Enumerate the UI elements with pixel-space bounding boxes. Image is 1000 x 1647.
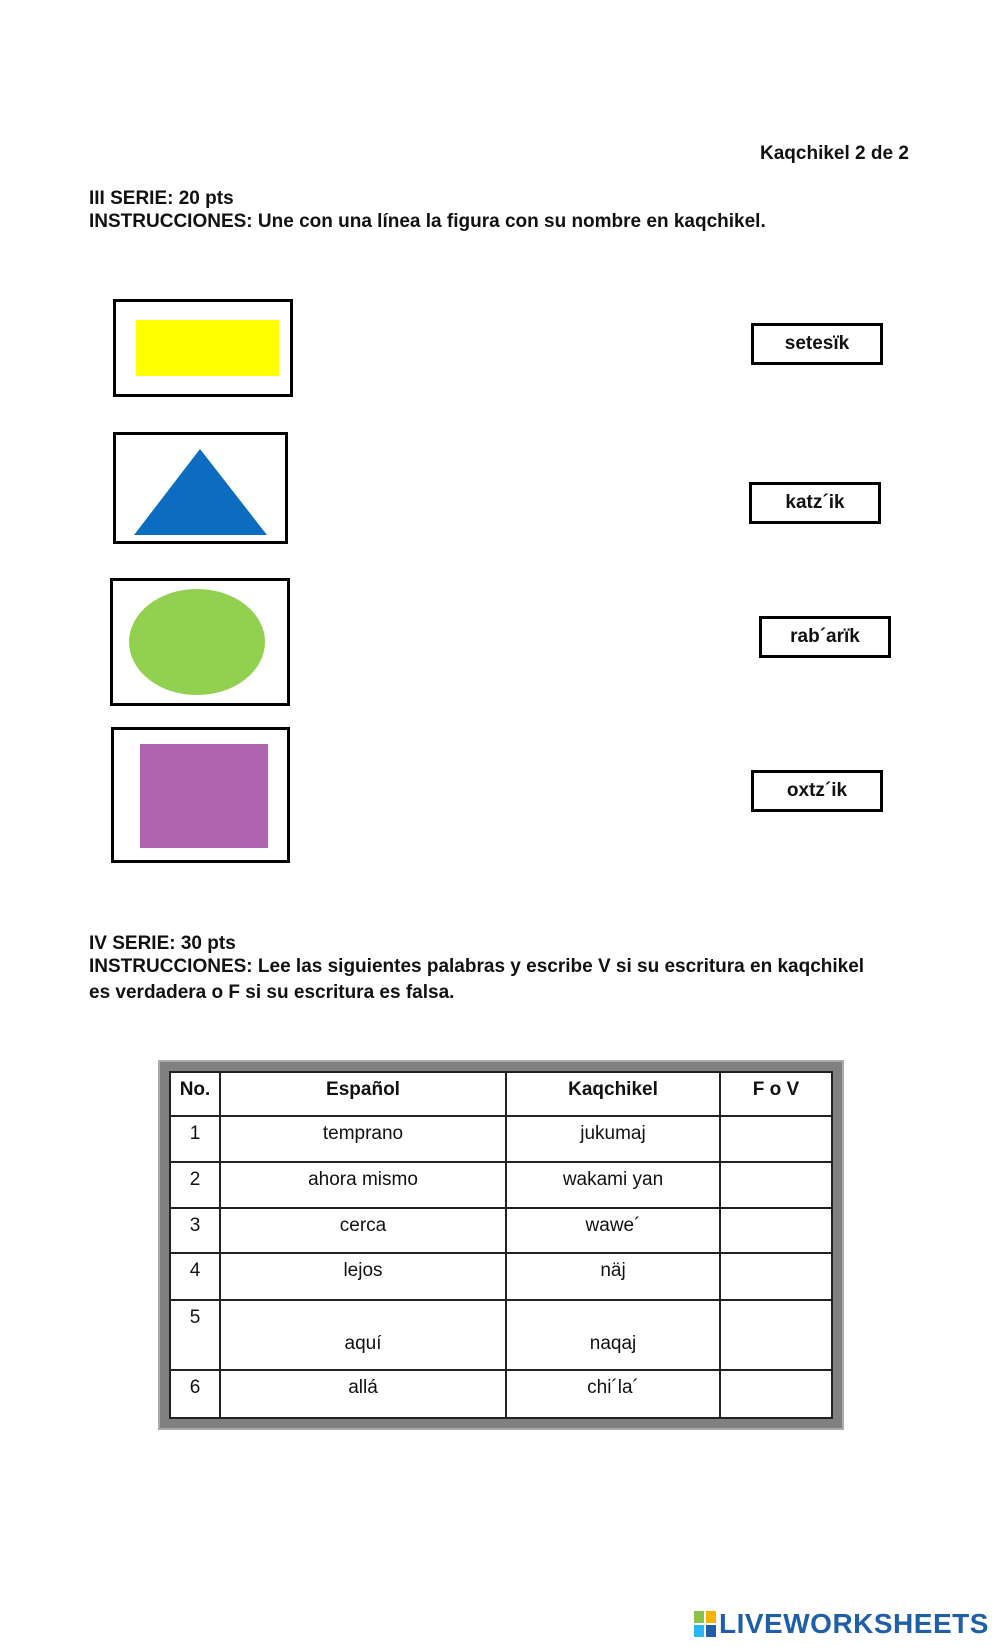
serie4-instructions-line1: INSTRUCCIONES: Lee las siguientes palabras y escribe V si su escritura en kaqchikel — [89, 956, 865, 977]
word-box-katzik[interactable]: katz´ik — [749, 482, 881, 524]
kaqchikel-word: naqaj — [506, 1300, 720, 1370]
rectangle-figure[interactable] — [113, 299, 293, 397]
true-false-table-frame — [158, 1060, 844, 1430]
answer-cell[interactable] — [720, 1116, 832, 1162]
answer-cell[interactable] — [720, 1300, 832, 1370]
purple-square — [140, 744, 268, 848]
blue-triangle — [116, 435, 285, 541]
row-number: 3 — [170, 1208, 220, 1253]
page-label: Kaqchikel 2 de 2 — [760, 143, 909, 164]
kaqchikel-word: jukumaj — [506, 1116, 720, 1162]
true-false-table — [169, 1071, 833, 1419]
yellow-rectangle — [136, 320, 279, 376]
word-box-setesik[interactable]: setesïk — [751, 323, 883, 365]
spanish-word: allá — [220, 1370, 506, 1418]
word-box-rabarik[interactable]: rab´arïk — [759, 616, 891, 658]
spanish-word: lejos — [220, 1253, 506, 1300]
green-circle — [113, 581, 287, 703]
serie4-title: IV SERIE: 30 pts — [89, 933, 236, 954]
answer-cell[interactable] — [720, 1253, 832, 1300]
header-no: No. — [170, 1072, 220, 1116]
brand-text: LIVEWORKSHEETS — [719, 1608, 989, 1639]
answer-cell[interactable] — [720, 1208, 832, 1253]
kaqchikel-word: wawe´ — [506, 1208, 720, 1253]
row-number: 5 — [170, 1300, 220, 1370]
row-number: 2 — [170, 1162, 220, 1208]
spanish-word: temprano — [220, 1116, 506, 1162]
row-number: 6 — [170, 1370, 220, 1418]
spanish-word: aquí — [220, 1300, 506, 1370]
table-row — [170, 1253, 832, 1300]
serie4-instructions-line2: es verdadera o F si su escritura es falsa. — [89, 982, 455, 1003]
answer-cell[interactable] — [720, 1370, 832, 1418]
liveworksheets-logo-icon — [694, 1611, 716, 1637]
square-figure[interactable] — [111, 727, 290, 863]
kaqchikel-word: näj — [506, 1253, 720, 1300]
table-row — [170, 1116, 832, 1162]
table-row — [170, 1370, 832, 1418]
header-fov: F o V — [720, 1072, 832, 1116]
serie3-instructions: INSTRUCCIONES: Une con una línea la figura con su nombre en kaqchikel. — [89, 211, 766, 232]
answer-cell[interactable] — [720, 1162, 832, 1208]
serie3-title: III SERIE: 20 pts — [89, 188, 234, 209]
table-row — [170, 1208, 832, 1253]
kaqchikel-word: wakami yan — [506, 1162, 720, 1208]
spanish-word: ahora mismo — [220, 1162, 506, 1208]
triangle-figure[interactable] — [113, 432, 288, 544]
row-number: 1 — [170, 1116, 220, 1162]
circle-figure[interactable] — [110, 578, 290, 706]
row-number: 4 — [170, 1253, 220, 1300]
table-row — [170, 1300, 832, 1370]
table-row — [170, 1162, 832, 1208]
liveworksheets-brand[interactable] — [694, 1608, 989, 1640]
spanish-word: cerca — [220, 1208, 506, 1253]
kaqchikel-word: chi´la´ — [506, 1370, 720, 1418]
header-kaqchikel: Kaqchikel — [506, 1072, 720, 1116]
header-espanol: Español — [220, 1072, 506, 1116]
table-header-row — [170, 1072, 832, 1116]
word-box-oxtzik[interactable]: oxtz´ik — [751, 770, 883, 812]
